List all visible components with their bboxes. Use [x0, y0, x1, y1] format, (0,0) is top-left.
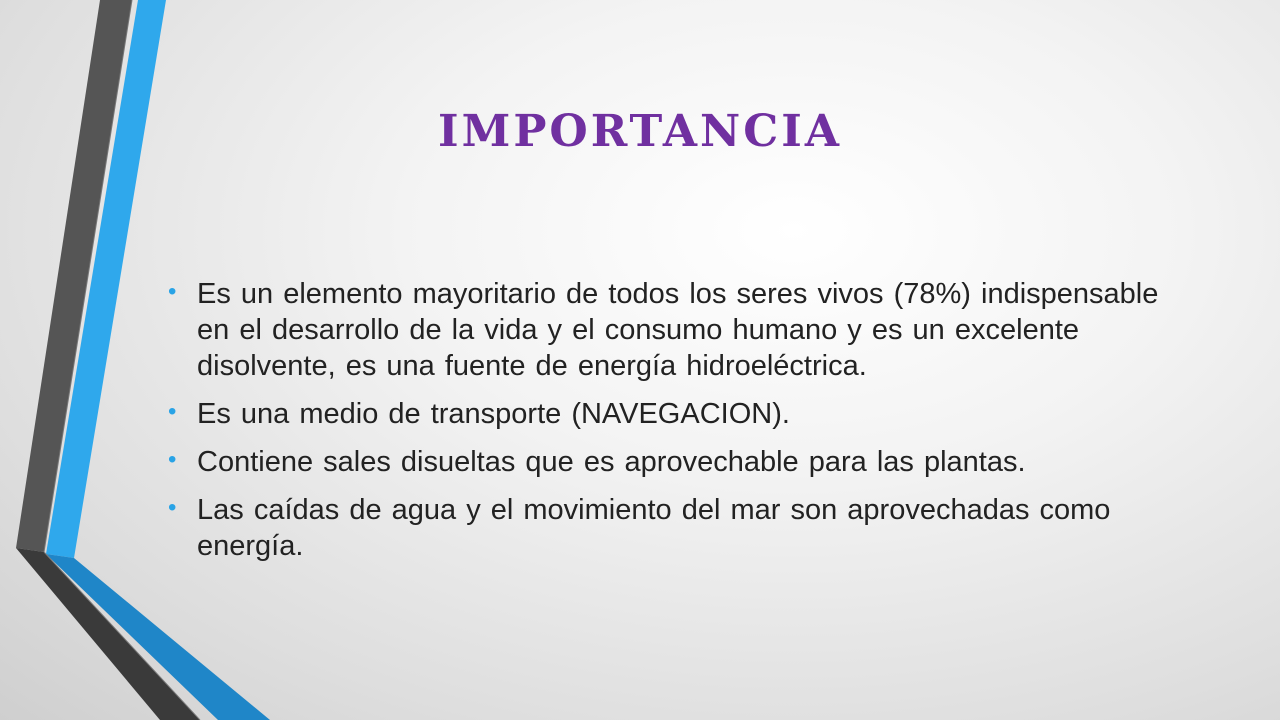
stripe-highlight-line — [44, 552, 200, 720]
bullet-text: Contiene sales disueltas que es aprovechable para las plantas. — [197, 446, 1026, 478]
bullet-icon: • — [168, 398, 177, 425]
bullet-text: Las caídas de agua y el movimiento del mar son aprovechadas como energía. — [197, 494, 1111, 562]
bullet-icon: • — [168, 278, 177, 305]
slide-title: IMPORTANCIA — [438, 106, 842, 157]
bullet-item — [168, 444, 1198, 480]
bullet-text: Es una medio de transporte (NAVEGACION). — [197, 398, 790, 430]
bullet-item — [168, 396, 1198, 432]
bullet-icon: • — [168, 446, 177, 473]
bullet-item — [168, 276, 1198, 384]
bullet-text: Es un elemento mayoritario de todos los seres vivos (78%) indispensable en el desarrollo de la vida y el consumo humano y es un excelente disolvente, es una fuente de energía hidroeléctrica. — [197, 278, 1159, 382]
bullet-icon: • — [168, 494, 177, 521]
bullet-item — [168, 492, 1198, 564]
bullet-list — [168, 276, 1198, 576]
